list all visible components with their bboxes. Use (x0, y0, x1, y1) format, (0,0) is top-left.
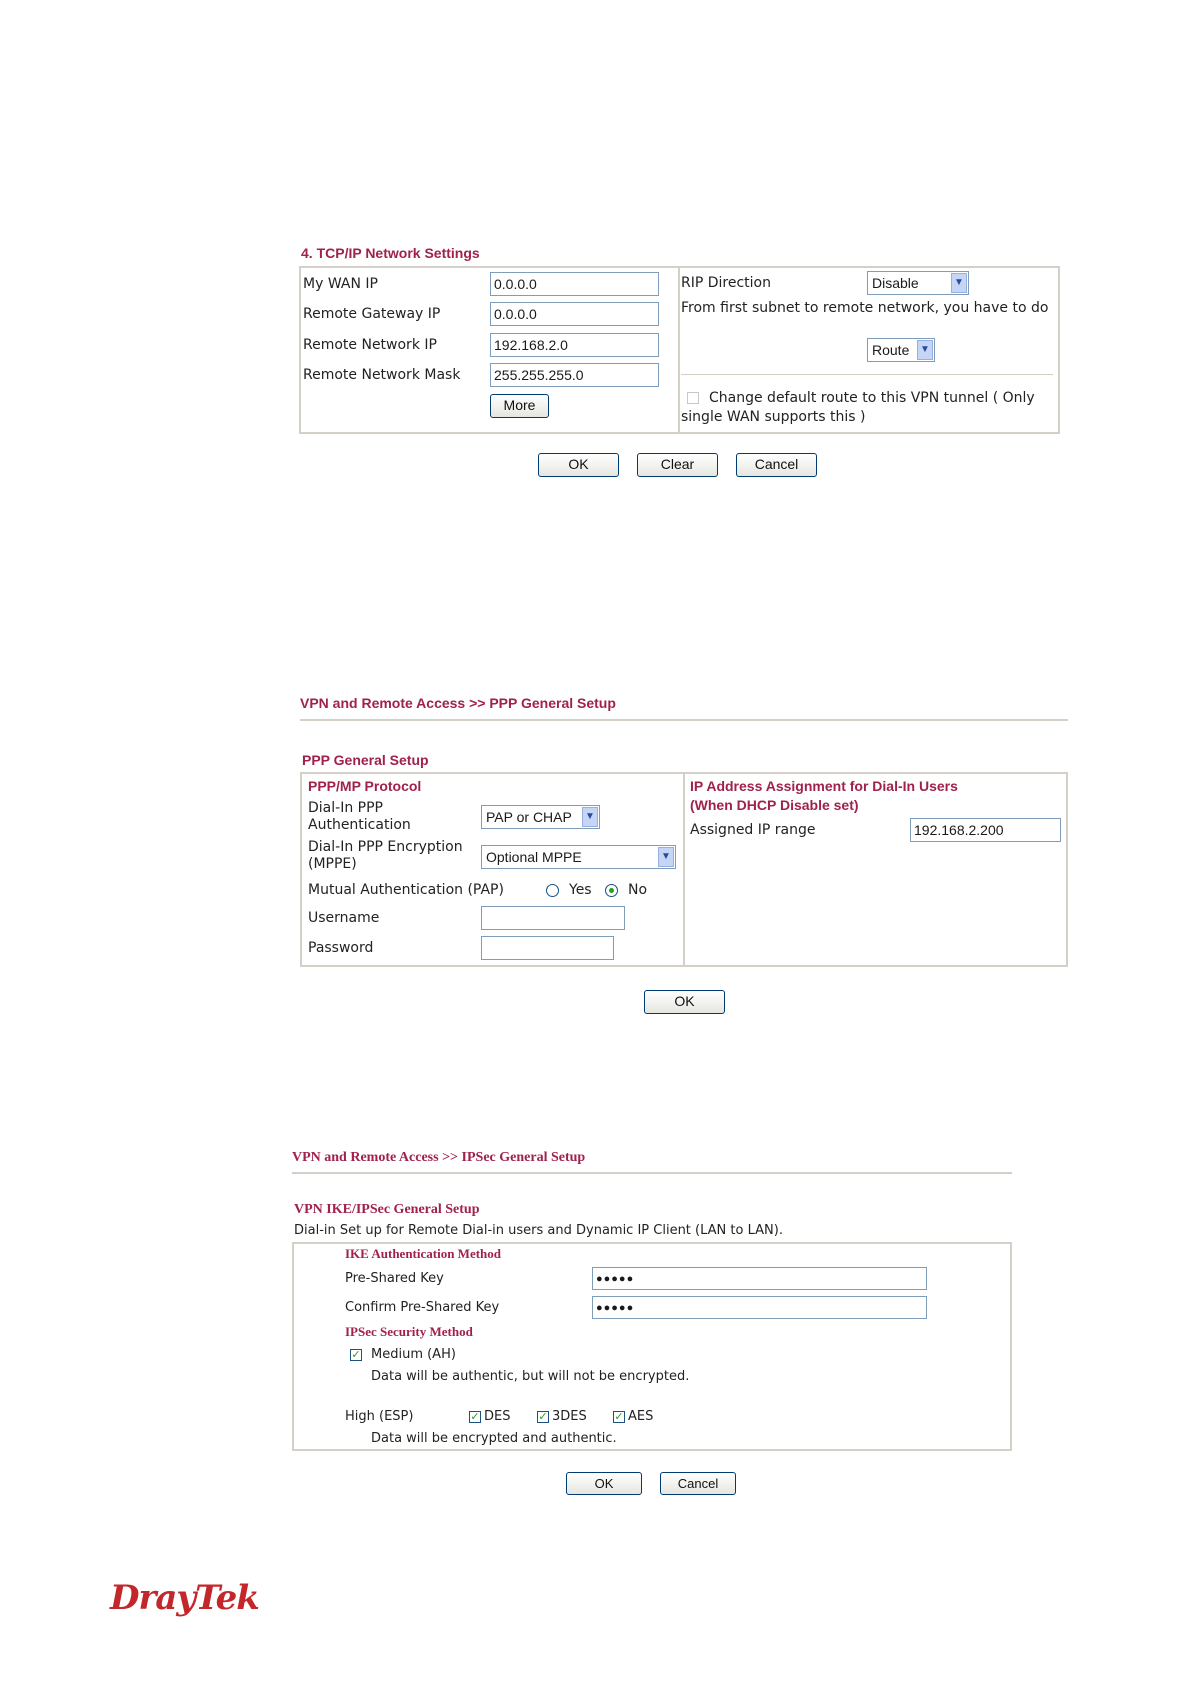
psk-input[interactable]: ●●●●● (592, 1267, 927, 1290)
remote-network-ip-input[interactable]: 192.168.2.0 (490, 333, 659, 357)
route-value: Route (872, 342, 910, 358)
ppp-divider (683, 773, 685, 966)
remote-network-mask-label: Remote Network Mask (303, 367, 461, 383)
ipsec-description: Dial-in Set up for Remote Dial-in users and Dynamic IP Client (LAN to LAN). (294, 1223, 783, 1238)
security-title: IPSec Security Method (345, 1324, 473, 1339)
encryption-value: Optional MPPE (486, 849, 582, 865)
psk-label: Pre-Shared Key (345, 1271, 444, 1286)
username-input[interactable] (481, 906, 625, 930)
tcpip-section-title: 4. TCP/IP Network Settings (301, 245, 480, 261)
ipsec-breadcrumb-rule (292, 1172, 1012, 1174)
rip-direction-value: Disable (872, 275, 919, 291)
medium-ah-checkbox[interactable]: ✓ (351, 1348, 361, 1361)
remote-gateway-label: Remote Gateway IP (303, 306, 441, 322)
mutual-auth-label: Mutual Authentication (PAP) (308, 882, 504, 898)
ppp-breadcrumb-rule (300, 719, 1068, 721)
medium-desc: Data will be authentic, but will not be encrypted. (371, 1369, 690, 1384)
default-route-text: Change default route to this VPN tunnel ( Only single WAN supports this ) (681, 390, 1035, 425)
ipsec-section-title: VPN IKE/IPSec General Setup (294, 1202, 480, 1217)
chevron-down-icon: ▼ (582, 807, 598, 827)
ip-range-input[interactable]: 192.168.2.200 (910, 818, 1061, 842)
ppp-ok-button[interactable]: OK (644, 990, 725, 1014)
mutual-auth-no-radio[interactable] (605, 884, 618, 897)
3des-label: 3DES (552, 1409, 587, 1424)
username-label: Username (308, 910, 380, 926)
tcpip-divider (678, 267, 680, 433)
encryption-label: Dial-In PPP Encryption (MPPE) (308, 839, 463, 872)
tcpip-clear-button[interactable]: Clear (637, 453, 718, 477)
mutual-auth-yes-radio[interactable] (546, 884, 559, 897)
confirm-psk-label: Confirm Pre-Shared Key (345, 1300, 500, 1315)
des-checkbox[interactable]: ✓ (470, 1410, 480, 1423)
my-wan-ip-label: My WAN IP (303, 276, 378, 292)
aes-label: AES (628, 1409, 654, 1424)
ipsec-ok-button[interactable]: OK (566, 1472, 642, 1495)
my-wan-ip-input[interactable]: 0.0.0.0 (490, 272, 659, 296)
high-esp-label: High (ESP) (345, 1409, 414, 1424)
remote-network-ip-label: Remote Network IP (303, 337, 437, 353)
dialin-auth-label: Dial-In PPP Authentication (308, 800, 411, 833)
route-select[interactable] (867, 338, 935, 362)
rip-separator (681, 374, 1053, 375)
ipsec-cancel-button[interactable]: Cancel (660, 1472, 736, 1495)
more-button[interactable]: More (490, 394, 549, 418)
ppp-section-title: PPP General Setup (302, 752, 429, 768)
subnet-text: From first subnet to remote network, you have to do (681, 300, 1049, 316)
des-label: DES (484, 1409, 511, 1424)
dialin-auth-value: PAP or CHAP (486, 809, 572, 825)
aes-checkbox[interactable]: ✓ (614, 1410, 624, 1423)
dialin-auth-select[interactable] (481, 805, 600, 829)
password-label: Password (308, 940, 374, 956)
password-input[interactable] (481, 936, 614, 960)
ppp-breadcrumb: VPN and Remote Access >> PPP General Setup (300, 695, 616, 711)
high-desc: Data will be encrypted and authentic. (371, 1431, 617, 1446)
draytek-logo: DrayTek (110, 1578, 259, 1618)
chevron-down-icon: ▼ (917, 340, 933, 360)
tcpip-ok-button[interactable]: OK (538, 453, 619, 477)
mutual-auth-no-label: No (628, 882, 648, 898)
tcpip-cancel-button[interactable]: Cancel (736, 453, 817, 477)
remote-network-mask-input[interactable]: 255.255.255.0 (490, 363, 659, 387)
confirm-psk-input[interactable]: ●●●●● (592, 1296, 927, 1319)
mutual-auth-yes-label: Yes (569, 882, 592, 898)
3des-checkbox[interactable]: ✓ (538, 1410, 548, 1423)
rip-direction-select[interactable] (867, 271, 969, 295)
ike-title: IKE Authentication Method (345, 1246, 502, 1261)
ip-assign-title: IP Address Assignment for Dial-In Users (When DHCP Disable set) (690, 778, 958, 813)
ipsec-breadcrumb: VPN and Remote Access >> IPSec General Setup (292, 1150, 586, 1165)
chevron-down-icon: ▼ (951, 273, 967, 293)
encryption-select[interactable] (481, 845, 676, 869)
remote-gateway-input[interactable]: 0.0.0.0 (490, 302, 659, 326)
ppp-protocol-title: PPP/MP Protocol (308, 778, 422, 794)
ip-range-label: Assigned IP range (690, 822, 816, 838)
rip-direction-label: RIP Direction (681, 275, 771, 291)
chevron-down-icon: ▼ (658, 847, 674, 867)
medium-ah-label: Medium (AH) (371, 1347, 456, 1362)
